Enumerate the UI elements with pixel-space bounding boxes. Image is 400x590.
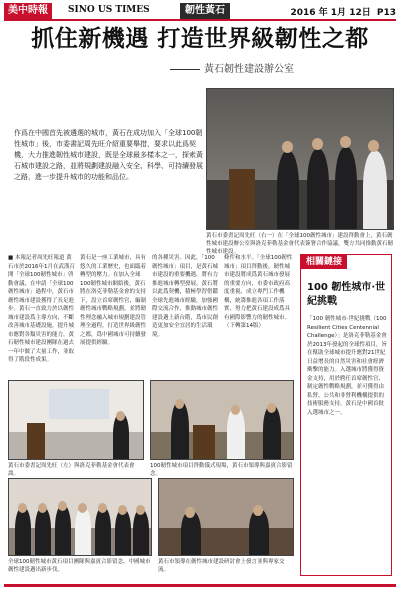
page-number: P13 xyxy=(376,8,396,18)
photo-caption: 黃石市領導在韌性城市建設研討會上發言並與專家交流。 xyxy=(158,559,285,573)
photo-caption: 全球100韌性城市黃石項目團隊與嘉賓合影留念，中國城市韌性建設邁出新步伐。 xyxy=(8,559,151,573)
article-body: 黃石是一座工業城市，具有悠久的工業歷史，也面臨着轉型的壓力。在加入全球100韌性城市網絡後，黃石將在洛克菲勒基金會的支持下，設立首席韌性官，編制韌性城市戰略規劃，並將韌性理念融入城市規劃建設管理全過程，打造世界級韌性之都，爲中國城市可持續發展提供經驗。 xyxy=(80,255,147,346)
photo-caption: 100韌性城市項目啓動儀式現場，黃石市領導與嘉賓合影留念。 xyxy=(150,463,293,477)
article-body: 的各種災害。因此，「100 韌性城市」項目，是黃石城市建設的重要機遇，將有力推進城市轉型發展。黃石將以此爲契機，積極學習借鑑全球先進城市經驗，加強國際交流合作，推動城市韌性建設邁上新台階，爲市民創造更加安全宜居的生活環境。 xyxy=(152,255,219,338)
newspaper-logo: 美中時報 xyxy=(4,3,52,19)
main-photo xyxy=(206,88,394,230)
news-photo xyxy=(158,478,294,556)
page-footer-rule xyxy=(4,584,396,587)
article-body: 條件和水平。「全球100韌性城市」項目啓動後，韌性城市建設將成爲黃石城市發展的重要方向，市委市政府高度重視，成立專門工作機構，統籌推進各項工作落實，努力把黃石建設成爲具有國際影響力的韌性城市。（下轉第14版） xyxy=(224,255,293,329)
news-photo xyxy=(8,478,152,556)
article-headline: 抓住新機遇 打造世界級韌性之都 xyxy=(31,25,369,52)
issue-date: 2016 年 1月 12日 P13 xyxy=(290,8,396,18)
article-lede: 作爲在中國首先被遴選的城市，黃石在成功加入「全球100韌性城市」後，市委書記周先旺介紹重要舉措，要求以此爲契機，大力推進韌性城市建設，既是全球最多樣本之一，探索黃石城市建設之路，並將規劃建設融入安全、科學、可持續發展之路，進一步提升城市的功能和品位。 xyxy=(14,129,203,181)
section-label: 韌性黃石 xyxy=(180,3,230,19)
masthead xyxy=(4,3,396,21)
article-byline: 黃石韌性建設辦公室 xyxy=(170,60,294,75)
sidebar-body: 「100 韌性城市·世紀挑戰（100 Resilient Cities Centennial Challenge）」是洛克菲勒基金會於2013年發起的全球性項目，旨在幫助全球城市提升應對21世紀日益增長的自然災害和社會經濟衝擊的能力。入選城市將獲得資金支持，用於聘任首席韌性官、制定韌性戰略規劃，並可獲得由私營、公共和非營利機構提供的技術服務支持。黃石是中國首批入選城市之一。 xyxy=(307,316,387,416)
news-photo xyxy=(8,380,144,460)
photo-caption: 黃石市委書記周先旺（左）與洛克菲勒基金會代表會談。 xyxy=(8,463,135,477)
news-photo xyxy=(150,380,294,460)
sidebar-title: 100 韌性城市·世紀挑戰 xyxy=(307,282,386,307)
photo-caption: 黃石市委書記周先旺（右一）在「全球100韌性城市」建設啓動會上，黃石韌性城市建設辦公室與洛克菲勒基金會代表簽署合作協議，雙方共同推動黃石韌性城市建設。 xyxy=(206,233,394,255)
newspaper-english-title: SINO US TIMES xyxy=(68,5,150,15)
sidebar-tag: 相關鏈接 xyxy=(301,255,347,269)
related-links-sidebar xyxy=(300,254,392,576)
article-body: ■ 本報記者周先旺報道 黃石市於2016年1月在武漢召開「全球100韌性城市」啓動會議，在申請「全球100韌性城市」過程中，黃石市韌性城市建設獲得了長足進步。黃石一直致力於以韌性城市建設爲主導方向，不斷改善城市基礎設施，提升城市應對各類災害的能力。黃石韌性城市建設團隊在過去一年中做了大量工作，並取得了階段性成果。 xyxy=(8,255,75,363)
